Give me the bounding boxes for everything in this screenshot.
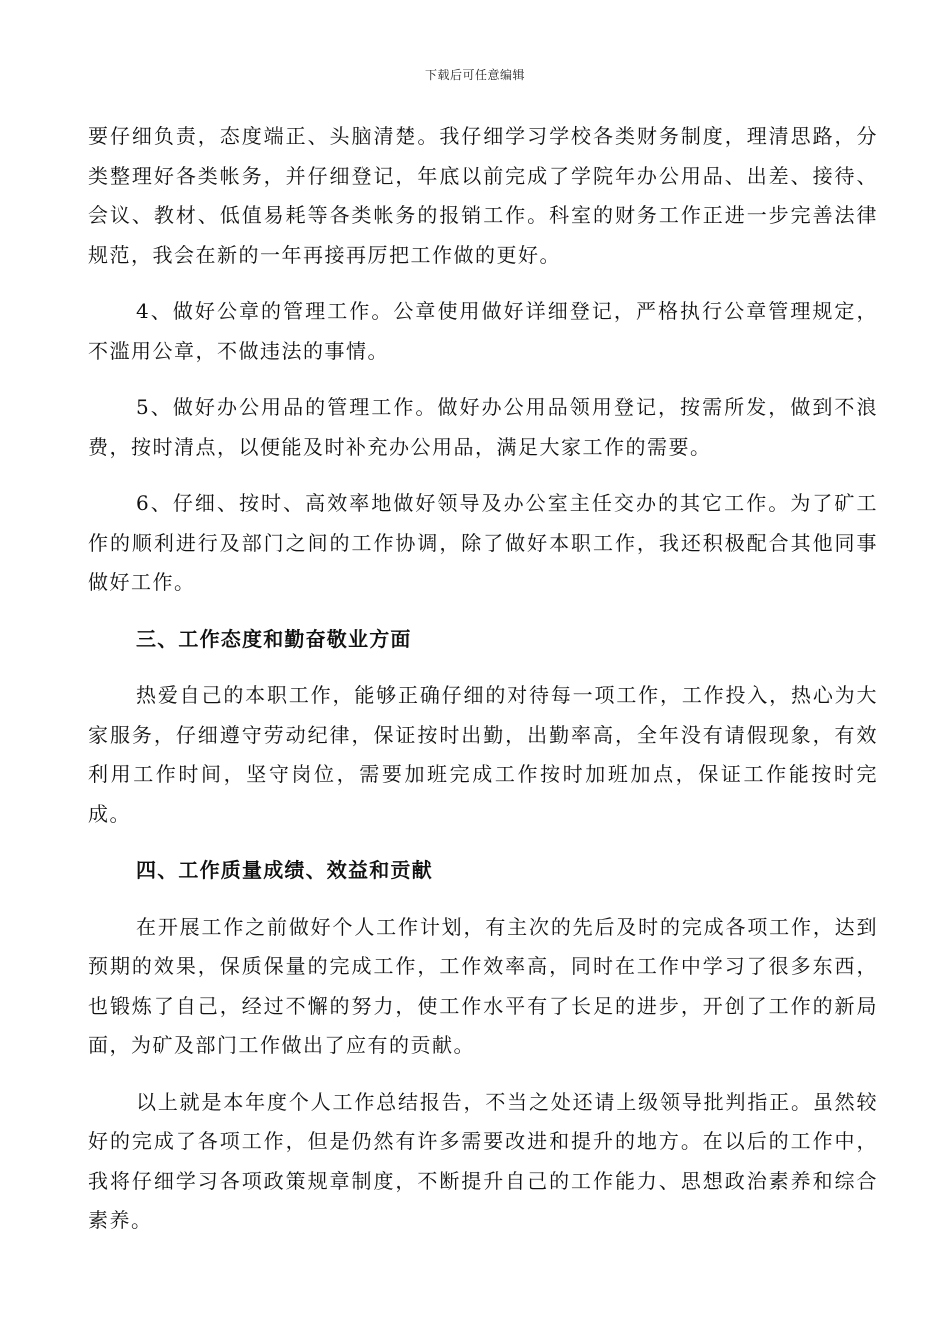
paragraph-conclusion: 以上就是本年度个人工作总结报告，不当之处还请上级领导批判指正。虽然较好的完成了各项工作，但是仍然有许多需要改进和提升的地方。在以后的工作中，我将仔细学习各项政策规章制度，不断提升自己的工作能力、思想政治素养和综合素养。: [88, 1089, 878, 1232]
paragraph-finance-continuation: 要仔细负责，态度端正、头脑清楚。我仔细学习学校各类财务制度，理清思路，分类整理好各类帐务，并仔细登记，年底以前完成了学院年办公用品、出差、接待、会议、教材、低值易耗等各类帐务的报销工作。科室的财务工作正进一步完善法律规范，我会在新的一年再接再厉把工作做的更好。: [88, 124, 878, 267]
paragraph-quality: 在开展工作之前做好个人工作计划，有主次的先后及时的完成各项工作，达到预期的效果，保质保量的完成工作，工作效率高，同时在工作中学习了很多东西，也锻炼了自己，经过不懈的努力，使工作水平有了长足的进步，开创了工作的新局面，为矿及部门工作做出了应有的贡献。: [88, 914, 878, 1057]
paragraph-item-5-office-supplies: 5、做好办公用品的管理工作。做好办公用品领用登记，按需所发，做到不浪费，按时清点，以便能及时补充办公用品，满足大家工作的需要。: [88, 395, 878, 459]
page-header: 下载后可任意编辑: [424, 68, 525, 82]
paragraph-attitude: 热爱自己的本职工作，能够正确仔细的对待每一项工作，工作投入，热心为大家服务，仔细遵守劳动纪律，保证按时出勤，出勤率高，全年没有请假现象，有效利用工作时间，坚守岗位，需要加班完成工作按时加班加点，保证工作能按时完成。: [88, 683, 878, 826]
section-heading-attitude: 三、工作态度和勤奋敬业方面: [136, 626, 412, 651]
section-heading-quality: 四、工作质量成绩、效益和贡献: [136, 858, 433, 882]
paragraph-item-6-other-tasks: 6、仔细、按时、高效率地做好领导及办公室主任交办的其它工作。为了矿工作的顺利进行及部门之间的工作协调，除了做好本职工作，我还积极配合其他同事做好工作。: [88, 491, 878, 594]
paragraph-item-4-seal-management: 4、做好公章的管理工作。公章使用做好详细登记，严格执行公章管理规定，不滥用公章，不做违法的事情。: [88, 299, 878, 363]
document-body: [88, 117, 878, 1258]
